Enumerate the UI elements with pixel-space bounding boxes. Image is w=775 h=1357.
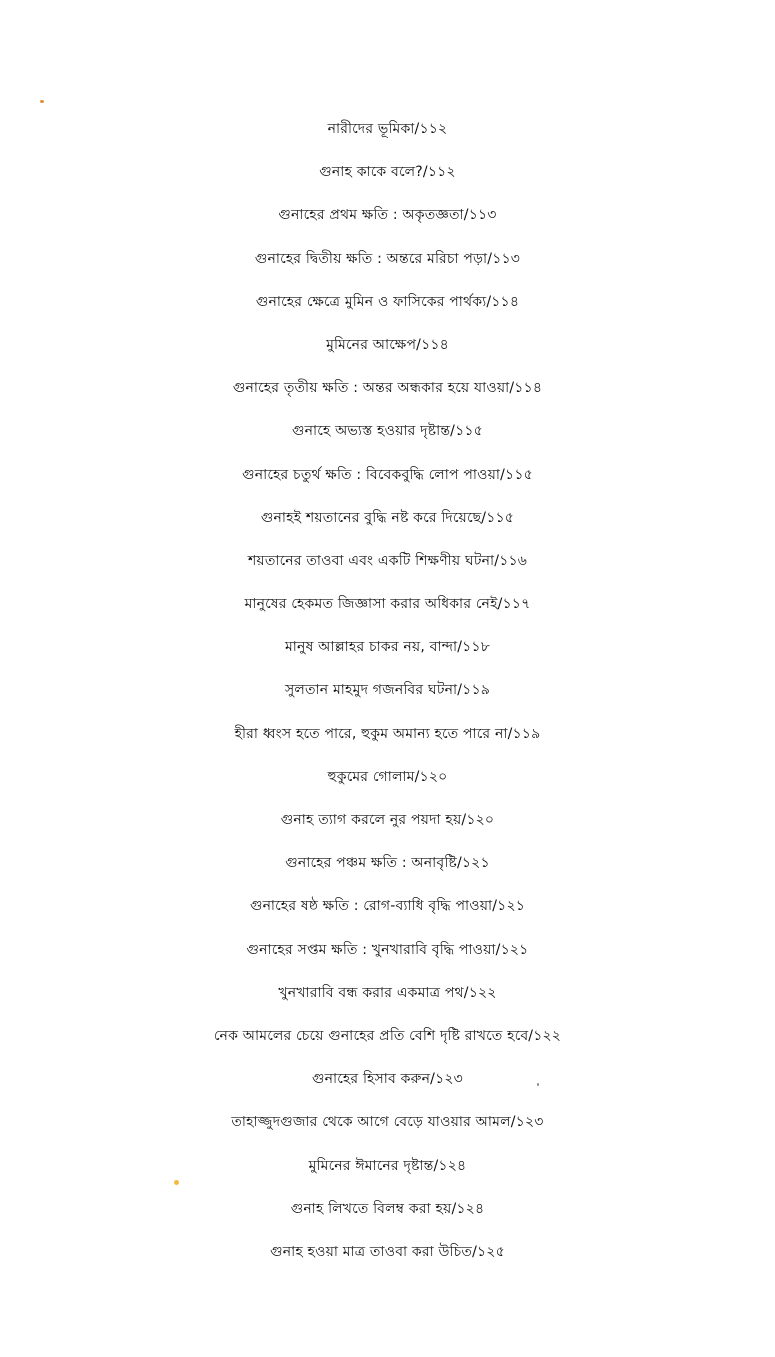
toc-entry: মুমিনের আক্ষেপ/১১৪ [326, 336, 449, 353]
toc-entry: মুমিনের ঈমানের দৃষ্টান্ত/১২৪ [308, 1157, 467, 1174]
toc-entry: সুলতান মাহমুদ গজনবির ঘটনা/১১৯ [284, 682, 491, 699]
toc-entry: গুনাহ কাকে বলে?/১১২ [319, 164, 456, 181]
toc-entry: গুনাহের হিসাব করুন/১২৩ [312, 1071, 463, 1088]
toc-entry: নেক আমলের চেয়ে গুনাহের প্রতি বেশি দৃষ্টি রাখতে হবে/১২২ [213, 1027, 562, 1044]
toc-entry: গুনাহের তৃতীয় ক্ষতি : অন্তর অন্ধকার হয়ে যাওয়া/১১৪ [232, 380, 543, 397]
toc-entry: গুনাহই শয়তানের বুদ্ধি নষ্ট করে দিয়েছে/১১৫ [260, 509, 515, 526]
toc-entry: শয়তানের তাওবা এবং একটি শিক্ষণীয় ঘটনা/১১৬ [247, 552, 528, 569]
toc-entry: গুনাহে অভ্যস্ত হওয়ার দৃষ্টান্ত/১১৫ [292, 423, 483, 440]
toc-entry: গুনাহের প্রথম ক্ষতি : অকৃতজ্ঞতা/১১৩ [278, 207, 497, 224]
toc-entry: গুনাহের দ্বিতীয় ক্ষতি : অন্তরে মরিচা পড়া/১১৩ [254, 250, 521, 267]
table-of-contents [0, 108, 775, 1274]
toc-entry: মানুষের হেকমত জিজ্ঞাসা করার অধিকার নেই/১১৭ [244, 596, 531, 613]
toc-entry: তাহাজ্জুদগুজার থেকে আগে বেড়ে যাওয়ার আমল/১২৩ [231, 1114, 544, 1131]
toc-entry: গুনাহ লিখতে বিলম্ব করা হয়/১২৪ [290, 1200, 485, 1217]
toc-entry: গুনাহ ত্যাগ করলে নুর পয়দা হয়/১২০ [280, 812, 495, 828]
toc-entry: হীরা ধ্বংস হতে পারে, হুকুম অমান্য হতে পারে না/১১৯ [234, 725, 541, 742]
paper-speck [40, 100, 44, 103]
toc-entry: মানুষ আল্লাহর চাকর নয়, বান্দা/১১৮ [285, 639, 490, 656]
toc-entry: গুনাহ হওয়া মাত্র তাওবা করা উচিত/১২৫ [270, 1243, 505, 1260]
toc-entry: গুনাহের সপ্তম ক্ষতি : খুনখারাবি বৃদ্ধি পাওয়া/১২১ [246, 941, 529, 958]
toc-entry: হুকুমের গোলাম/১২০ [327, 768, 448, 785]
toc-entry: গুনাহের ক্ষেত্রে মুমিন ও ফাসিকের পার্থক্য/১১৪ [255, 293, 520, 310]
toc-entry: গুনাহের পঞ্চম ক্ষতি : অনাবৃষ্টি/১২১ [285, 855, 490, 872]
toc-entry: গুনাহের চতুর্থ ক্ষতি : বিবেকবুদ্ধি লোপ পাওয়া/১১৫ [242, 466, 533, 483]
toc-entry: খুনখারাবি বন্ধ করার একমাত্র পথ/১২২ [278, 984, 497, 1001]
toc-entry: নারীদের ভূমিকা/১১২ [327, 121, 448, 137]
toc-entry: গুনাহের ষষ্ঠ ক্ষতি : রোগ-ব্যাধি বৃদ্ধি পাওয়া/১২১ [249, 898, 526, 915]
